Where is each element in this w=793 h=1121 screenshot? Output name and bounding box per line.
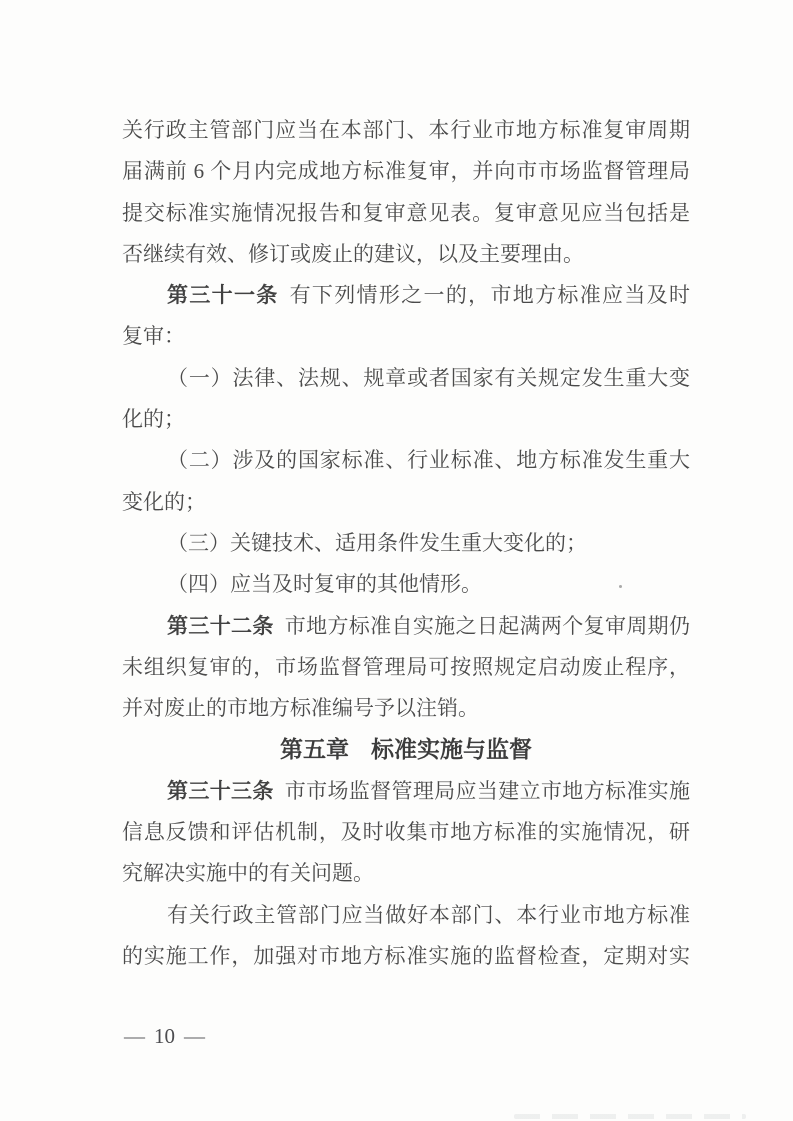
article-text: 市地方标准自实施之日起满两个复审周期仍 [284,613,691,638]
text-line: 否继续有效、修订或废止的建议，以及主要理由。 [122,241,584,266]
text-line: 化的； [122,407,185,432]
text-line: 复审： [122,324,185,349]
text-line: 并对废止的市地方标准编号予以注销。 [122,696,479,721]
text-line: 究解决实施中的有关问题。 [122,861,374,886]
article-text: 市市场监督管理局应当建立市地方标准实施 [284,778,691,803]
chapter-heading [122,729,690,770]
text-line: 提交标准实施情况报告和复审意见表。复审意见应当包括是 [122,200,690,225]
article-33-line [122,771,690,812]
text-line: 关行政主管部门应当在本部门、本行业市地方标准复审周期 [122,118,690,142]
text-line: 变化的； [122,489,206,514]
text-line: 未组织复审的，市场监督管理局可按照规定启动废止程序， [122,654,690,679]
clause-3-line: （三）关键技术、适用条件发生重大变化的； [167,530,587,555]
clause-4-line: （四）应当及时复审的其他情形。 [167,572,482,597]
text-line: 届满前 6 个月内完成地方标准复审，并向市市场监督管理局 [122,159,690,184]
text-line: 有关行政主管部门应当做好本部门、本行业市地方标准 [167,902,690,927]
footer-right-dash: — [184,1024,205,1048]
article-number: 第三十二条 [167,613,274,638]
chapter-title: 标准实施与监督 [371,736,532,763]
scan-edge-artifact [514,1114,746,1119]
document-body [122,110,690,977]
footer-left-dash: — [124,1024,145,1048]
page-footer [124,1024,205,1049]
text-line: 信息反馈和评估机制，及时收集市地方标准的实施情况，研 [122,820,690,845]
text-line: 的实施工作，加强对市地方标准实施的监督检查，定期对实 [122,943,690,968]
clause-1-line: （一）法律、法规、规章或者国家有关规定发生重大变 [167,365,690,390]
clause-2-line: （二）涉及的国家标准、行业标准、地方标准发生重大 [167,448,690,473]
article-31-line [122,275,690,316]
article-number: 第三十三条 [167,778,274,803]
article-text: 有下列情形之一的，市地方标准应当及时 [289,283,691,308]
article-32-line [122,606,690,647]
chapter-label: 第五章 [280,736,349,763]
page-number: 10 [154,1024,175,1048]
scan-dot-artifact [619,585,622,588]
article-number: 第三十一条 [167,283,279,308]
